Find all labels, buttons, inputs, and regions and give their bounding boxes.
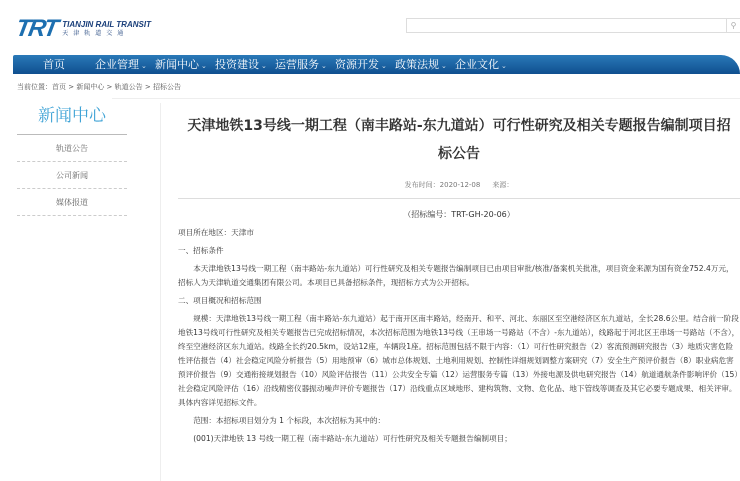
nav-label: 运营服务 (275, 58, 319, 71)
sidebar-item-rail-notices[interactable]: 轨道公告 (17, 135, 127, 162)
section-heading: 二、项目概况和招标范围 (178, 296, 262, 305)
chevron-down-icon: ⌄ (141, 62, 147, 70)
nav-investment[interactable] (215, 55, 275, 74)
paragraph: 本天津地铁13号线一期工程（南丰路站-东九道站）可行性研究及相关专题报告编制项目已由项目审批/核准/备案机关批准，项目资金来源为国有资金752.4万元，招标人为天津轨道交通集团有限公司。本项目已具备招标条件，现招标方式为公开招标。 (178, 264, 734, 287)
source: 来源： (492, 181, 514, 189)
nav-label: 投资建设 (215, 58, 259, 71)
nav-label: 新闻中心 (155, 58, 199, 71)
paragraph: 范围：本招标项目划分为 1 个标段，本次招标为其中的： (193, 416, 386, 425)
logo-mark: TRT (13, 15, 59, 42)
nav-culture[interactable] (455, 55, 515, 74)
divider (160, 103, 161, 481)
chevron-down-icon: ⌄ (441, 62, 447, 70)
nav-label: 企业管理 (95, 58, 139, 71)
nav-policy[interactable] (395, 55, 455, 74)
search-icon[interactable]: ⚲ (726, 19, 740, 32)
nav-resources[interactable] (335, 55, 395, 74)
sidebar-title: 新闻中心 (17, 103, 127, 135)
section-heading: 一、招标条件 (178, 246, 224, 255)
sidebar (17, 103, 127, 216)
nav-enterprise[interactable] (95, 55, 155, 74)
chevron-down-icon: ⌄ (321, 62, 327, 70)
divider (112, 98, 740, 99)
paragraph: 项目所在地区：天津市 (178, 228, 254, 237)
sidebar-item-media-reports[interactable]: 媒体报道 (17, 189, 127, 216)
paragraph: (001)天津地铁 13 号线一期工程（南丰路站-东九道站）可行性研究及相关专题报告编制项目； (193, 434, 512, 443)
chevron-down-icon: ⌄ (501, 62, 507, 70)
breadcrumb[interactable]: 当前位置：首页 > 新闻中心 > 轨道公告 > 招标公告 (17, 83, 181, 91)
logo-english: TIANJIN RAIL TRANSIT (62, 19, 151, 29)
main-nav (13, 55, 740, 74)
nav-home[interactable] (43, 55, 95, 74)
search-input[interactable] (406, 18, 740, 33)
nav-label: 首页 (43, 58, 65, 71)
logo[interactable] (13, 15, 151, 43)
nav-label: 企业文化 (455, 58, 499, 71)
nav-news[interactable] (155, 55, 215, 74)
nav-label: 政策法规 (395, 58, 439, 71)
divider (178, 198, 740, 199)
nav-operation[interactable] (275, 55, 335, 74)
sidebar-item-company-news[interactable]: 公司新闻 (17, 162, 127, 189)
chevron-down-icon: ⌄ (201, 62, 207, 70)
article (178, 112, 740, 450)
publish-date: 发布时间：2020-12-08 (404, 181, 481, 189)
paragraph: 规模：天津地铁13号线一期工程（南丰路站-东九道站）起于南开区南丰路站，经南开、和平、河北、东丽区至空港经济区东九道站，全长28.6公里。结合前一阶段地铁13号线可行性研究及相关专题报告已完成招标情况，本次招标范围为地铁13号线（王串场一号路站（不含）-东九道站），线路起于河北区王串场一号路站（不含），终至空港经济区东九道站。线路全长约20.5km，设站12座，车辆段1座。招标范围包括不限于内容：（1）可行性研究报告（2）客流预测研究报告（3）地质灾害危险性评估报告（4）社会稳定风险分析报告（5）用地预审（6）城市总体规划、土地利用规划、控制性详细规划调整方案研究（7）安全生产预评价报告（8）职业病危害预评价报告（9）交通衔接规划报告（10）风险评估报告（11）公共安全专篇（12）运营服务专篇（13）外接电源及供电研究报告（14）航道通航条件影响评价（15）社会稳定风险评估（16）沿线精密仪器振动噪声评价专题报告（17）沿线重点区域地形、建构筑物、文物、危化品、地下管线等调查及其它必要专题成果、相关评审。具体内容详见招标文件。 (178, 314, 740, 407)
article-meta (178, 180, 740, 190)
logo-chinese: 天津轨道交通 (62, 29, 129, 37)
article-title: 天津地铁13号线一期工程（南丰路站-东九道站）可行性研究及相关专题报告编制项目招标公告 (187, 118, 731, 162)
chevron-down-icon: ⌄ (261, 62, 267, 70)
chevron-down-icon: ⌄ (381, 62, 387, 70)
nav-label: 资源开发 (335, 58, 379, 71)
tender-code: （招标编号：TRT-GH-20-06） (403, 210, 515, 219)
